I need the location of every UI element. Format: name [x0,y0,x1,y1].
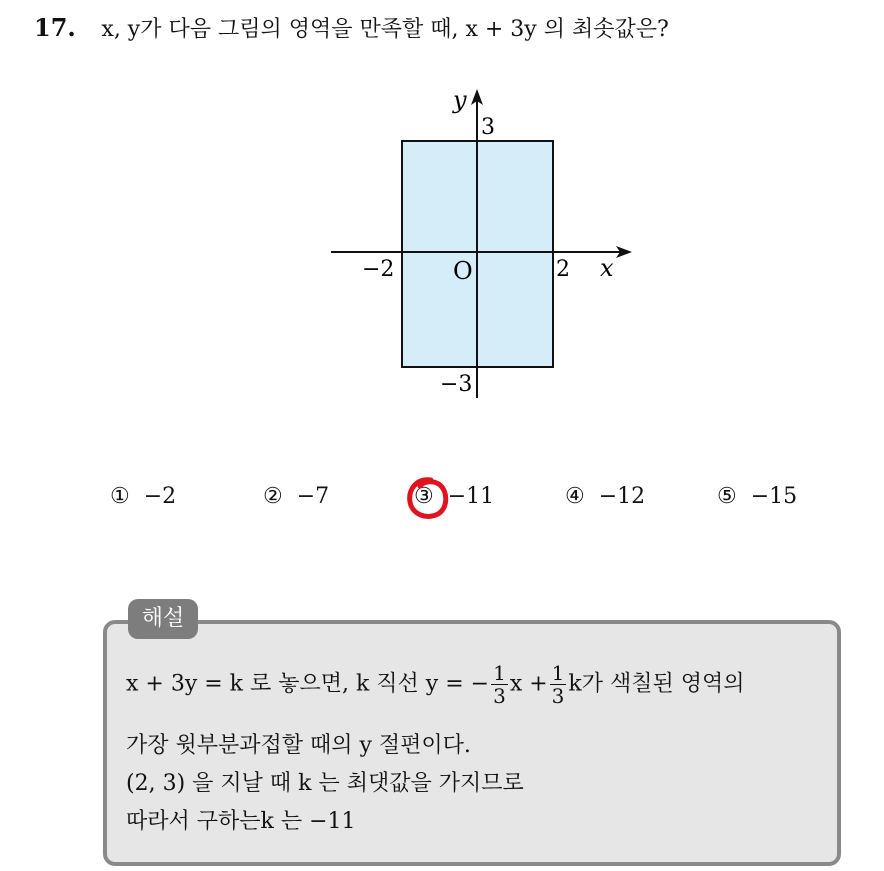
tick-top: 3 [481,115,495,140]
choice-5[interactable] [717,484,797,509]
fraction-denominator: 3 [551,684,565,708]
question-text: x, y가 다음 그림의 영역을 만족할 때, x + 3y 의 최솟값은? [101,17,669,42]
selected-answer-circle-icon [404,474,452,522]
solution-text: k가 색칠된 영역의 [568,671,745,697]
solution-text: x + [509,671,548,697]
choice-value: −15 [750,484,798,509]
choice-1[interactable] [110,484,176,509]
solution-line-2: 가장 윗부분과접할 때의 y 절편이다. [126,733,471,758]
choice-marker: ③ [414,484,434,509]
choice-value: −12 [598,484,646,509]
choice-2[interactable] [263,484,329,509]
fraction-denominator: 3 [493,684,506,708]
choice-marker: ⑤ [717,484,737,509]
fraction [550,662,567,707]
tick-right: 2 [556,257,570,282]
choice-value: −11 [447,484,495,509]
origin-label: O [453,257,473,285]
y-axis-label: y [453,86,467,114]
fraction [491,662,508,707]
choice-marker: ② [263,484,283,509]
tick-bottom: −3 [440,372,473,397]
choice-marker: ① [110,484,130,509]
choice-value: −7 [296,484,330,509]
question-number: 17. [34,13,76,42]
choice-4[interactable] [565,484,645,509]
fraction-numerator: 1 [493,661,506,685]
solution-tag: 해설 [128,599,198,639]
fraction-numerator: 1 [551,661,565,685]
solution-line-3: (2, 3) 을 지날 때 k 는 최댓값을 가지므로 [126,771,524,796]
choice-value: −2 [143,484,177,509]
solution-line-1 [126,662,745,707]
x-axis-label: x [600,254,614,282]
tick-left: −2 [362,257,395,282]
choice-marker: ④ [565,484,585,509]
solution-line-4: 따라서 구하는k 는 −11 [126,809,356,834]
solution-text: x + 3y = k 로 놓으면, k 직선 y = − [126,671,490,697]
